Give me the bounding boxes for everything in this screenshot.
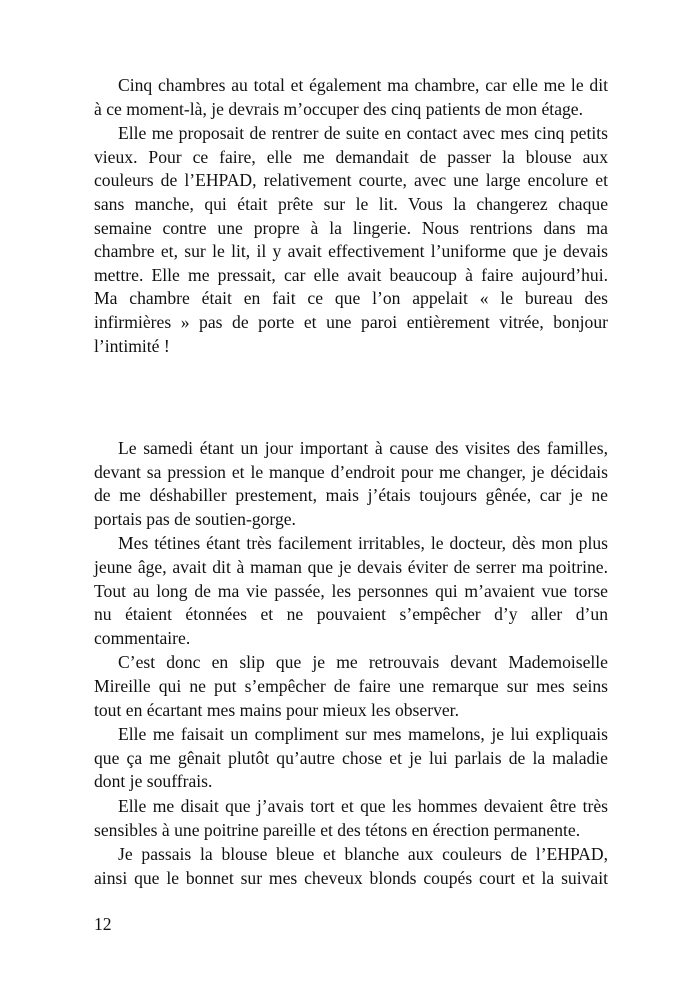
- text-line: chambre et, sur le lit, il y avait effectivement l’uniforme que je devais: [94, 241, 608, 262]
- paragraph: [94, 795, 608, 842]
- text-line: tout en écartant mes mains pour mieux les observer.: [94, 699, 459, 720]
- paragraph: [94, 723, 608, 794]
- text-line: Je passais la blouse bleue et blanche aux couleurs de l’EHPAD,: [118, 844, 608, 865]
- text-line: sensibles à une poitrine pareille et des tétons en érection permanente.: [94, 819, 581, 840]
- text-line: à ce moment-là, je devrais m’occuper des cinq patients de mon étage.: [94, 98, 584, 119]
- text-line: Le samedi étant un jour important à cause des visites des familles,: [118, 438, 608, 458]
- text-line: de me déshabiller prestement, mais j’étais toujours gênée, car je ne: [94, 485, 608, 506]
- text-block-1: [94, 74, 608, 359]
- paragraph: [94, 843, 608, 890]
- text-line: Ma chambre était en fait ce que l’on appelait « le bureau des: [94, 288, 608, 309]
- text-line: vieux. Pour ce faire, elle me demandait de passer la blouse aux: [94, 146, 608, 167]
- text-line: Mes tétines étant très facilement irritables, le docteur, dès mon plus: [118, 533, 608, 554]
- text-block-2: [94, 437, 608, 891]
- text-line: mettre. Elle me pressait, car elle avait beaucoup à faire aujourd’hui.: [94, 264, 608, 285]
- text-line: dont je souffrais.: [94, 771, 213, 792]
- text-line: ainsi que le bonnet sur mes cheveux blonds coupés court et la suivait: [94, 867, 608, 888]
- page-number: 12: [94, 914, 112, 934]
- text-line: Elle me proposait de rentrer de suite en contact avec mes cinq petits: [118, 123, 608, 144]
- text-line: infirmières » pas de porte et une paroi entièrement vitrée, bonjour: [94, 311, 608, 332]
- text-line: Elle me disait que j’avais tort et que les hommes devaient être très: [118, 795, 608, 816]
- text-line: Cinq chambres au total et également ma chambre, car elle me le dit: [118, 75, 608, 95]
- text-line: jeune âge, avait dit à maman que je devais éviter de serrer ma poitrine.: [94, 556, 608, 577]
- text-line: Tout au long de ma vie passée, les personnes qui m’avaient vue torse: [94, 580, 608, 601]
- text-line: que ça me gênait plutôt qu’autre chose et je lui parlais de la maladie: [94, 747, 608, 768]
- text-line: l’intimité !: [94, 335, 170, 356]
- paragraph: [94, 437, 608, 531]
- paragraph: [94, 74, 608, 121]
- paragraph: [94, 122, 608, 358]
- text-line: semaine contre une propre à la lingerie. Nous rentrions dans ma: [94, 217, 608, 238]
- text-line: devant sa pression et le manque d’endroit pour me changer, je décidais: [94, 461, 608, 482]
- text-line: nu étaient étonnées et ne pouvaient s’empêcher d’y aller d’un: [94, 604, 608, 625]
- text-line: C’est donc en slip que je me retrouvais devant Mademoiselle: [118, 652, 608, 673]
- text-line: Elle me faisait un compliment sur mes mamelons, je lui expliquais: [118, 724, 608, 745]
- text-line: portais pas de soutien-gorge.: [94, 508, 296, 529]
- paragraph: [94, 651, 608, 722]
- text-line: sans manche, qui était prête sur le lit. Vous la changerez chaque: [94, 193, 608, 214]
- text-line: Mireille qui ne put s’empêcher de faire une remarque sur mes seins: [94, 675, 608, 696]
- text-line: couleurs de l’EHPAD, relativement courte, avec une large encolure et: [94, 170, 608, 191]
- text-line: commentaire.: [94, 627, 191, 648]
- paragraph: [94, 532, 608, 650]
